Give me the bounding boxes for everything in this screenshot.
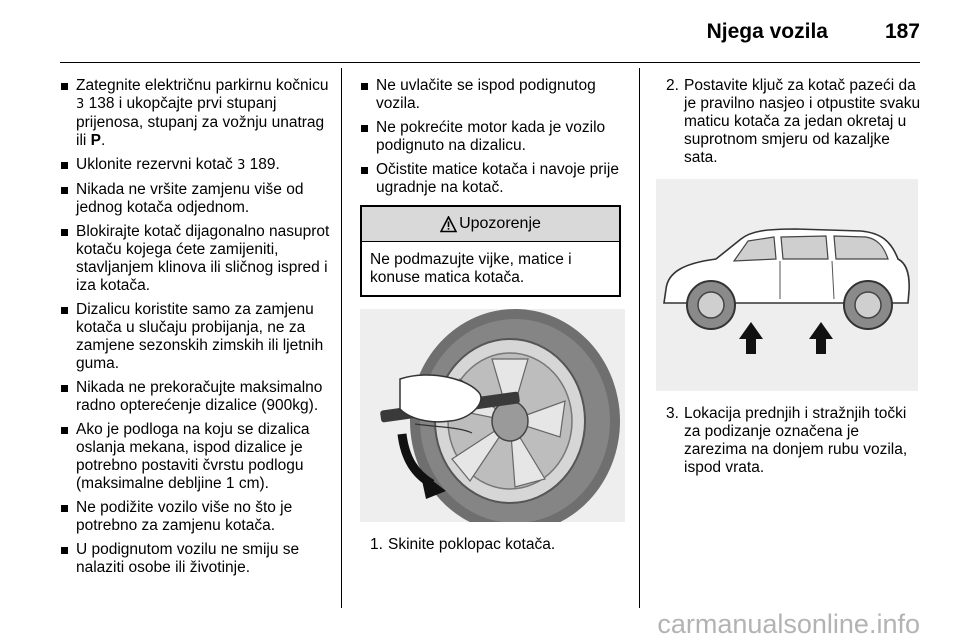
header-rule [60, 62, 920, 63]
wheel-wrench-illustration [360, 309, 625, 522]
list-item: Nikada ne prekoračujte maksimalno radno opterećenje dizalice (900kg). [60, 379, 332, 415]
warning-header [362, 207, 619, 242]
bullet-list [60, 77, 332, 577]
list-item: Očistite matice kotača i navoje prije ugradnje na kotač. [360, 161, 625, 197]
item-text: 138 i ukopčajte prvi stupanj prijenosa, stupanj za vožnju unatrag ili [76, 95, 325, 149]
list-item [60, 77, 332, 150]
list-item: Ne pokrećite motor kada je vozilo podignuto na dizalicu. [360, 119, 625, 155]
item-text: 189. [245, 156, 280, 173]
list-item: Ne podižite vozilo više no što je potrebno za zamjenu kotača. [60, 499, 332, 535]
item-text: Zategnite električnu parkirnu kočnicu [76, 77, 329, 94]
warning-box [360, 205, 621, 297]
warning-body: Ne podmazujte vijke, matice i konuse matica kotača. [370, 251, 572, 286]
step-text: Skinite poklopac kotača. [388, 536, 556, 553]
list-item: Ne uvlačite se ispod podignutog vozila. [360, 77, 625, 113]
column-divider-2 [639, 68, 640, 608]
list-item: Blokirajte kotač dijagonalno nasuprot kotaču kojega ćete zamijeniti, stavljanjem klinova ili sličnog ispred i iza kotača. [60, 223, 332, 295]
step-text: Postavite ključ za kotač pazeći da je pravilno nasjeo i otpustite svaku maticu kotača za jedan okretaj u suprotnom smjeru od kazaljke sata. [684, 77, 921, 166]
column-divider-1 [341, 68, 342, 608]
item-text: . [100, 132, 106, 149]
page-ref-icon: 3 [76, 97, 85, 112]
list-item: Ako je podloga na koju se dizalica oslanja mekana, ispod dizalice je potrebno postaviti čvrstu podlogu (maksimalne debljine 1 cm). [60, 421, 332, 493]
bullet-list [360, 77, 625, 197]
step-number: 2. [666, 77, 679, 94]
item-text: Uklonite rezervni kotač [76, 156, 238, 173]
step-1 [360, 536, 625, 554]
car-jacking-points-illustration [656, 179, 918, 391]
step-number: 1. [370, 536, 383, 553]
gear-letter: P [90, 132, 101, 149]
page-number: 187 [884, 20, 920, 43]
list-item: U podignutom vozilu ne smiju se nalaziti osobe ili životinje. [60, 541, 332, 577]
page-ref-icon: 3 [237, 158, 246, 173]
column-1 [60, 77, 332, 583]
step-2 [656, 77, 922, 167]
step-text: Lokacija prednjih i stražnjih točki za podizanje označena je zarezima na donjem rubu vozila, ispod vrata. [684, 405, 908, 476]
warning-icon [440, 216, 457, 233]
column-3 [656, 77, 922, 477]
list-item [60, 156, 332, 175]
column-2 [360, 77, 625, 554]
step-3 [656, 405, 922, 477]
step-number: 3. [666, 405, 679, 422]
list-item: Dizalicu koristite samo za zamjenu kotača u slučaju probijanja, ne za zamjene sezonskih zimskih ili ljetnih guma. [60, 301, 332, 373]
watermark: carmanualsonline.info [657, 609, 920, 639]
warning-title: Upozorenje [459, 215, 541, 232]
page-title: Njega vozila [706, 20, 828, 43]
list-item: Nikada ne vršite zamjenu više od jednog kotača odjednom. [60, 181, 332, 217]
